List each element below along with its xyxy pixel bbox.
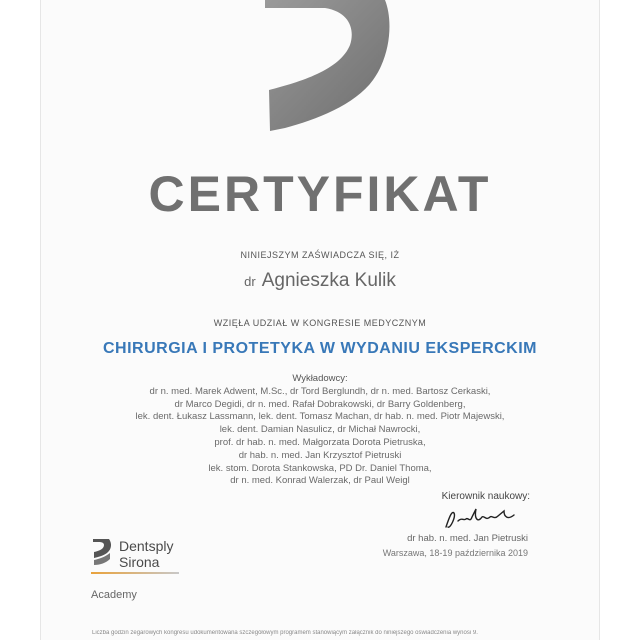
lecturer-line: lek. stom. Dorota Stankowska, PD Dr. Daniel Thoma, xyxy=(208,462,432,474)
course-title: CHIRURGIA I PROTETYKA W WYDANIU EKSPERCKIM xyxy=(102,340,538,357)
lecturer-line: dr hab. n. med. Jan Krzysztof Pietruski xyxy=(238,449,402,461)
brand-name xyxy=(119,538,173,570)
brand-accent-bar xyxy=(91,572,179,574)
lecturer-line: dr n. med. Marek Adwent, M.Sc., dr Tord Berglundh, dr n. med. Bartosz Cerkaski, xyxy=(149,385,491,397)
recipient xyxy=(0,270,640,292)
supervisor-name: dr hab. n. med. Jan Pietruski xyxy=(407,533,528,544)
lecturer-line: prof. dr hab. n. med. Małgorzata Dorota Pietruska, xyxy=(214,436,426,448)
certificate-title: CERTYFIKAT xyxy=(148,166,492,222)
brand-name-line1: Dentsply xyxy=(119,538,174,554)
dentsply-s-logo xyxy=(255,0,395,135)
intro-text: NINIEJSZYM ZAŚWIADCZA SIĘ, IŻ xyxy=(240,250,400,260)
lecturer-line: lek. dent. Łukasz Lassmann, lek. dent. Tomasz Machan, dr hab. n. med. Piotr Majewski, xyxy=(135,411,505,423)
place-date: Warszawa, 18-19 października 2019 xyxy=(382,548,528,558)
brand-name-line2: Sirona xyxy=(119,554,160,570)
lecturer-line: dr n. med. Konrad Walerzak, dr Paul Weigl xyxy=(230,475,410,487)
recipient-prefix: dr xyxy=(244,274,256,289)
brand-academy: Academy xyxy=(91,589,137,601)
lecturers-list xyxy=(0,373,640,488)
lecturer-line: lek. dent. Damian Nasulicz, dr Michał Nawrocki, xyxy=(219,424,421,436)
signature xyxy=(438,505,518,533)
recipient-name: Agnieszka Kulik xyxy=(261,270,396,291)
dentsply-sirona-logo-icon xyxy=(91,537,113,567)
supervisor-label: Kierownik naukowy: xyxy=(441,491,530,502)
footnote: Liczba godzin zegarowych kongresu udokumentowana szczegółowym programem stanowiącym załącznik do niniejszego oświadczenia wynosi 9. xyxy=(92,630,478,636)
lecturers-heading: Wykładowcy: xyxy=(292,373,348,384)
lecturer-line: dr Marco Degidi, dr n. med. Rafał Dobrakowski, dr Barry Goldenberg, xyxy=(174,398,466,410)
participation-text: WZIĘŁA UDZIAŁ W KONGRESIE MEDYCZNYM xyxy=(213,318,427,328)
